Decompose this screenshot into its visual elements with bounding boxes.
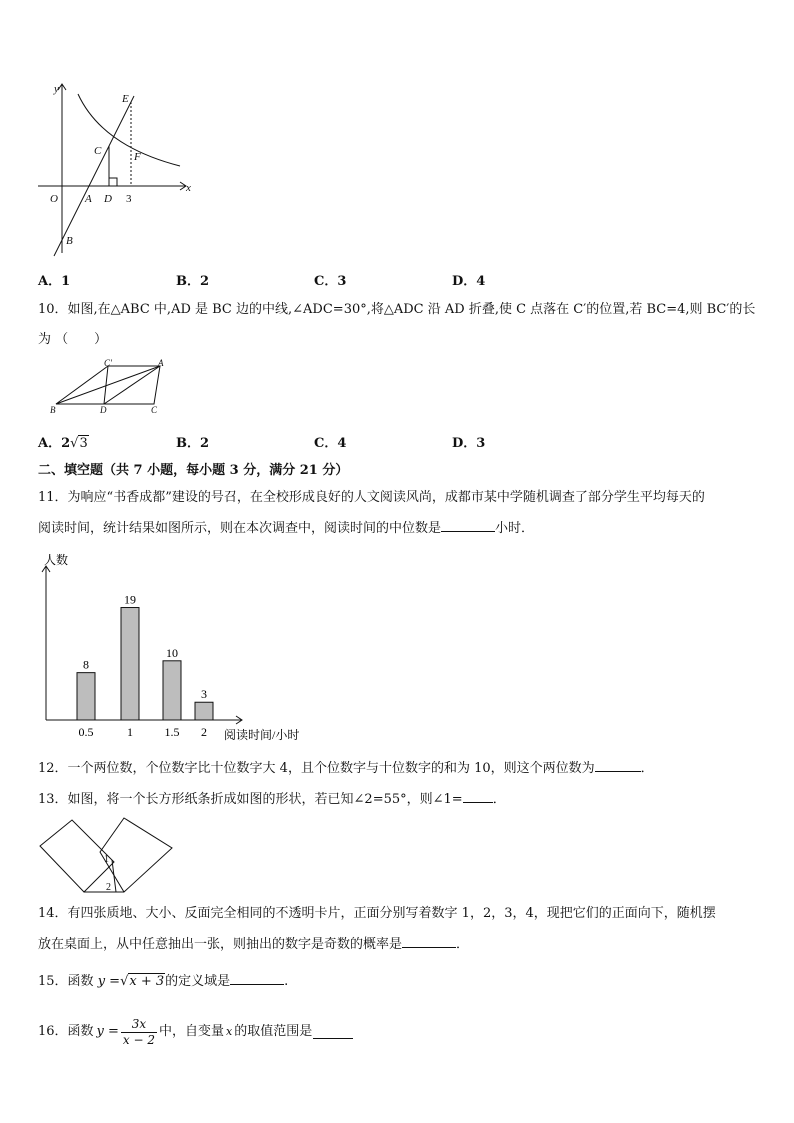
q9-option-b[interactable]: B．2 xyxy=(176,274,210,289)
label-e: E xyxy=(122,93,129,105)
strip-right-part xyxy=(100,818,172,892)
q15-text-after: 的定义域是 xyxy=(165,974,231,989)
q12-answer-blank[interactable] xyxy=(595,759,641,772)
q15-text-before: 15．函数 xyxy=(38,974,94,989)
segment-bcp xyxy=(56,366,108,404)
q9-option-d[interactable]: D．4 xyxy=(452,274,486,289)
q16-answer-blank[interactable] xyxy=(313,1026,353,1039)
q13-text-before: 13．如图，将一个长方形纸条折成如图的形状，若已知∠2=55°，则∠1= xyxy=(38,792,463,807)
q9-graph xyxy=(36,78,196,258)
triangle-abc xyxy=(56,366,160,404)
label-c: C xyxy=(151,405,158,415)
label-a: A xyxy=(85,193,92,205)
q16-text-after: 的取值范围是 xyxy=(234,1024,313,1039)
q16-denominator: x − 2 xyxy=(122,1032,156,1047)
label-a: A xyxy=(158,358,164,368)
data-label-1.5: 10 xyxy=(166,645,178,660)
tick-label-0.5: 0.5 xyxy=(78,725,94,739)
data-label-0.5: 8 xyxy=(83,657,89,672)
label-cprime: C′ xyxy=(104,358,112,368)
q16-y-eq: y = xyxy=(96,1024,119,1039)
tick-label-1: 1 xyxy=(127,725,133,739)
chart-ylabel: 人数 xyxy=(44,553,69,567)
label-f: F xyxy=(134,151,141,163)
q10-stem-line2: 为 （ ） xyxy=(38,332,108,347)
q14-stem-line2 xyxy=(38,935,469,954)
bar-1 xyxy=(121,608,139,720)
tick-label-1.5: 1.5 xyxy=(164,725,180,739)
q9-option-a[interactable]: A．1 xyxy=(38,274,71,289)
line-be xyxy=(54,96,134,256)
bar-1.5 xyxy=(163,661,181,720)
label-d: D xyxy=(100,405,107,415)
label-y: y xyxy=(54,83,59,95)
q10-option-a-prefix: A．2 xyxy=(38,436,71,451)
q11-bar-chart xyxy=(36,548,326,748)
q13-answer-blank[interactable] xyxy=(463,790,493,803)
label-d: D xyxy=(104,193,112,205)
label-c: C xyxy=(94,145,102,157)
sqrt-sign: √ xyxy=(70,436,79,451)
label-angle-1: 1 xyxy=(104,854,109,865)
q11-stem-line1: 11．为响应“书香成都”建设的号召，在全校形成良好的人文阅读风尚，成都市某中学随机调查了部分学生平均每天的 xyxy=(38,490,705,505)
bar-0.5 xyxy=(77,673,95,720)
q12-stem xyxy=(38,759,654,778)
q13-text-after: ． xyxy=(492,792,506,807)
data-label-1: 19 xyxy=(124,592,136,607)
q10-stem-line1: 10．如图,在△ABC 中,AD 是 BC 边的中线,∠ADC=30°,将△ADC 沿 AD 折叠,使 C 点落在 C′的位置,若 BC=4,则 BC′的长 xyxy=(38,302,756,317)
q11-answer-blank[interactable] xyxy=(441,519,495,532)
label-x: x xyxy=(186,182,191,194)
q16-numerator: 3x xyxy=(121,1017,157,1033)
q14-text-before: 放在桌面上，从中任意抽出一张，则抽出的数字是奇数的概率是 xyxy=(38,937,403,952)
q15-radicand: x + 3 xyxy=(129,974,165,989)
q15-stem xyxy=(38,972,288,991)
q12-text-before: 12．一个两位数，个位数字比十位数字大 4，且个位数字与十位数字的和为 10，则这个两位数为 xyxy=(38,761,595,776)
q16-stem xyxy=(38,1014,353,1050)
q10-option-b[interactable]: B．2 xyxy=(176,436,210,451)
data-label-2: 3 xyxy=(201,687,207,702)
segment-ad xyxy=(104,366,160,404)
q11-text-after: 小时． xyxy=(495,521,535,536)
q10-option-a-radicand: 3 xyxy=(79,436,88,451)
q15-text-end: . xyxy=(284,974,289,989)
q10-option-d[interactable]: D．3 xyxy=(452,436,486,451)
q10-option-a[interactable] xyxy=(38,432,89,451)
bar-2 xyxy=(195,702,213,720)
label-3: 3 xyxy=(126,193,132,205)
tick-label-2: 2 xyxy=(201,725,207,739)
q13-stem xyxy=(38,790,506,809)
q10-option-c[interactable]: C．4 xyxy=(314,436,347,451)
q15-y-eq: y = xyxy=(97,974,121,989)
q14-text-after: ． xyxy=(456,937,470,952)
q14-answer-blank[interactable] xyxy=(402,935,456,948)
sqrt-sign: √ xyxy=(120,974,129,989)
section-heading-fill-in: 二、填空题（共 7 小题，每小题 3 分，满分 21 分） xyxy=(38,463,349,478)
q16-text-mid: 中，自变量 xyxy=(159,1024,225,1039)
q13-figure xyxy=(36,814,176,896)
q11-text-before: 阅读时间，统计结果如图所示，则在本次调查中，阅读时间的中位数是 xyxy=(38,521,442,536)
q12-text-after: ． xyxy=(640,761,654,776)
q11-stem-line2 xyxy=(38,519,534,538)
label-angle-2: 2 xyxy=(106,882,111,893)
fold-line xyxy=(112,860,116,892)
label-b: B xyxy=(50,405,56,415)
q16-text-before: 16．函数 xyxy=(38,1024,94,1039)
chart-xlabel: 阅读时间/小时 xyxy=(224,728,300,742)
label-o: O xyxy=(50,193,58,205)
q16-variable: x xyxy=(226,1025,233,1038)
q15-answer-blank[interactable] xyxy=(230,972,284,985)
right-angle-mark xyxy=(109,178,117,186)
q16-fraction xyxy=(121,1017,157,1048)
label-b: B xyxy=(66,235,73,247)
q9-option-c[interactable]: C．3 xyxy=(314,274,347,289)
q10-figure xyxy=(46,358,172,418)
q14-stem-line1: 14．有四张质地、大小、反面完全相同的不透明卡片，正面分别写着数字 1，2，3，4，现把它们的正面向下，随机摆 xyxy=(38,906,716,921)
